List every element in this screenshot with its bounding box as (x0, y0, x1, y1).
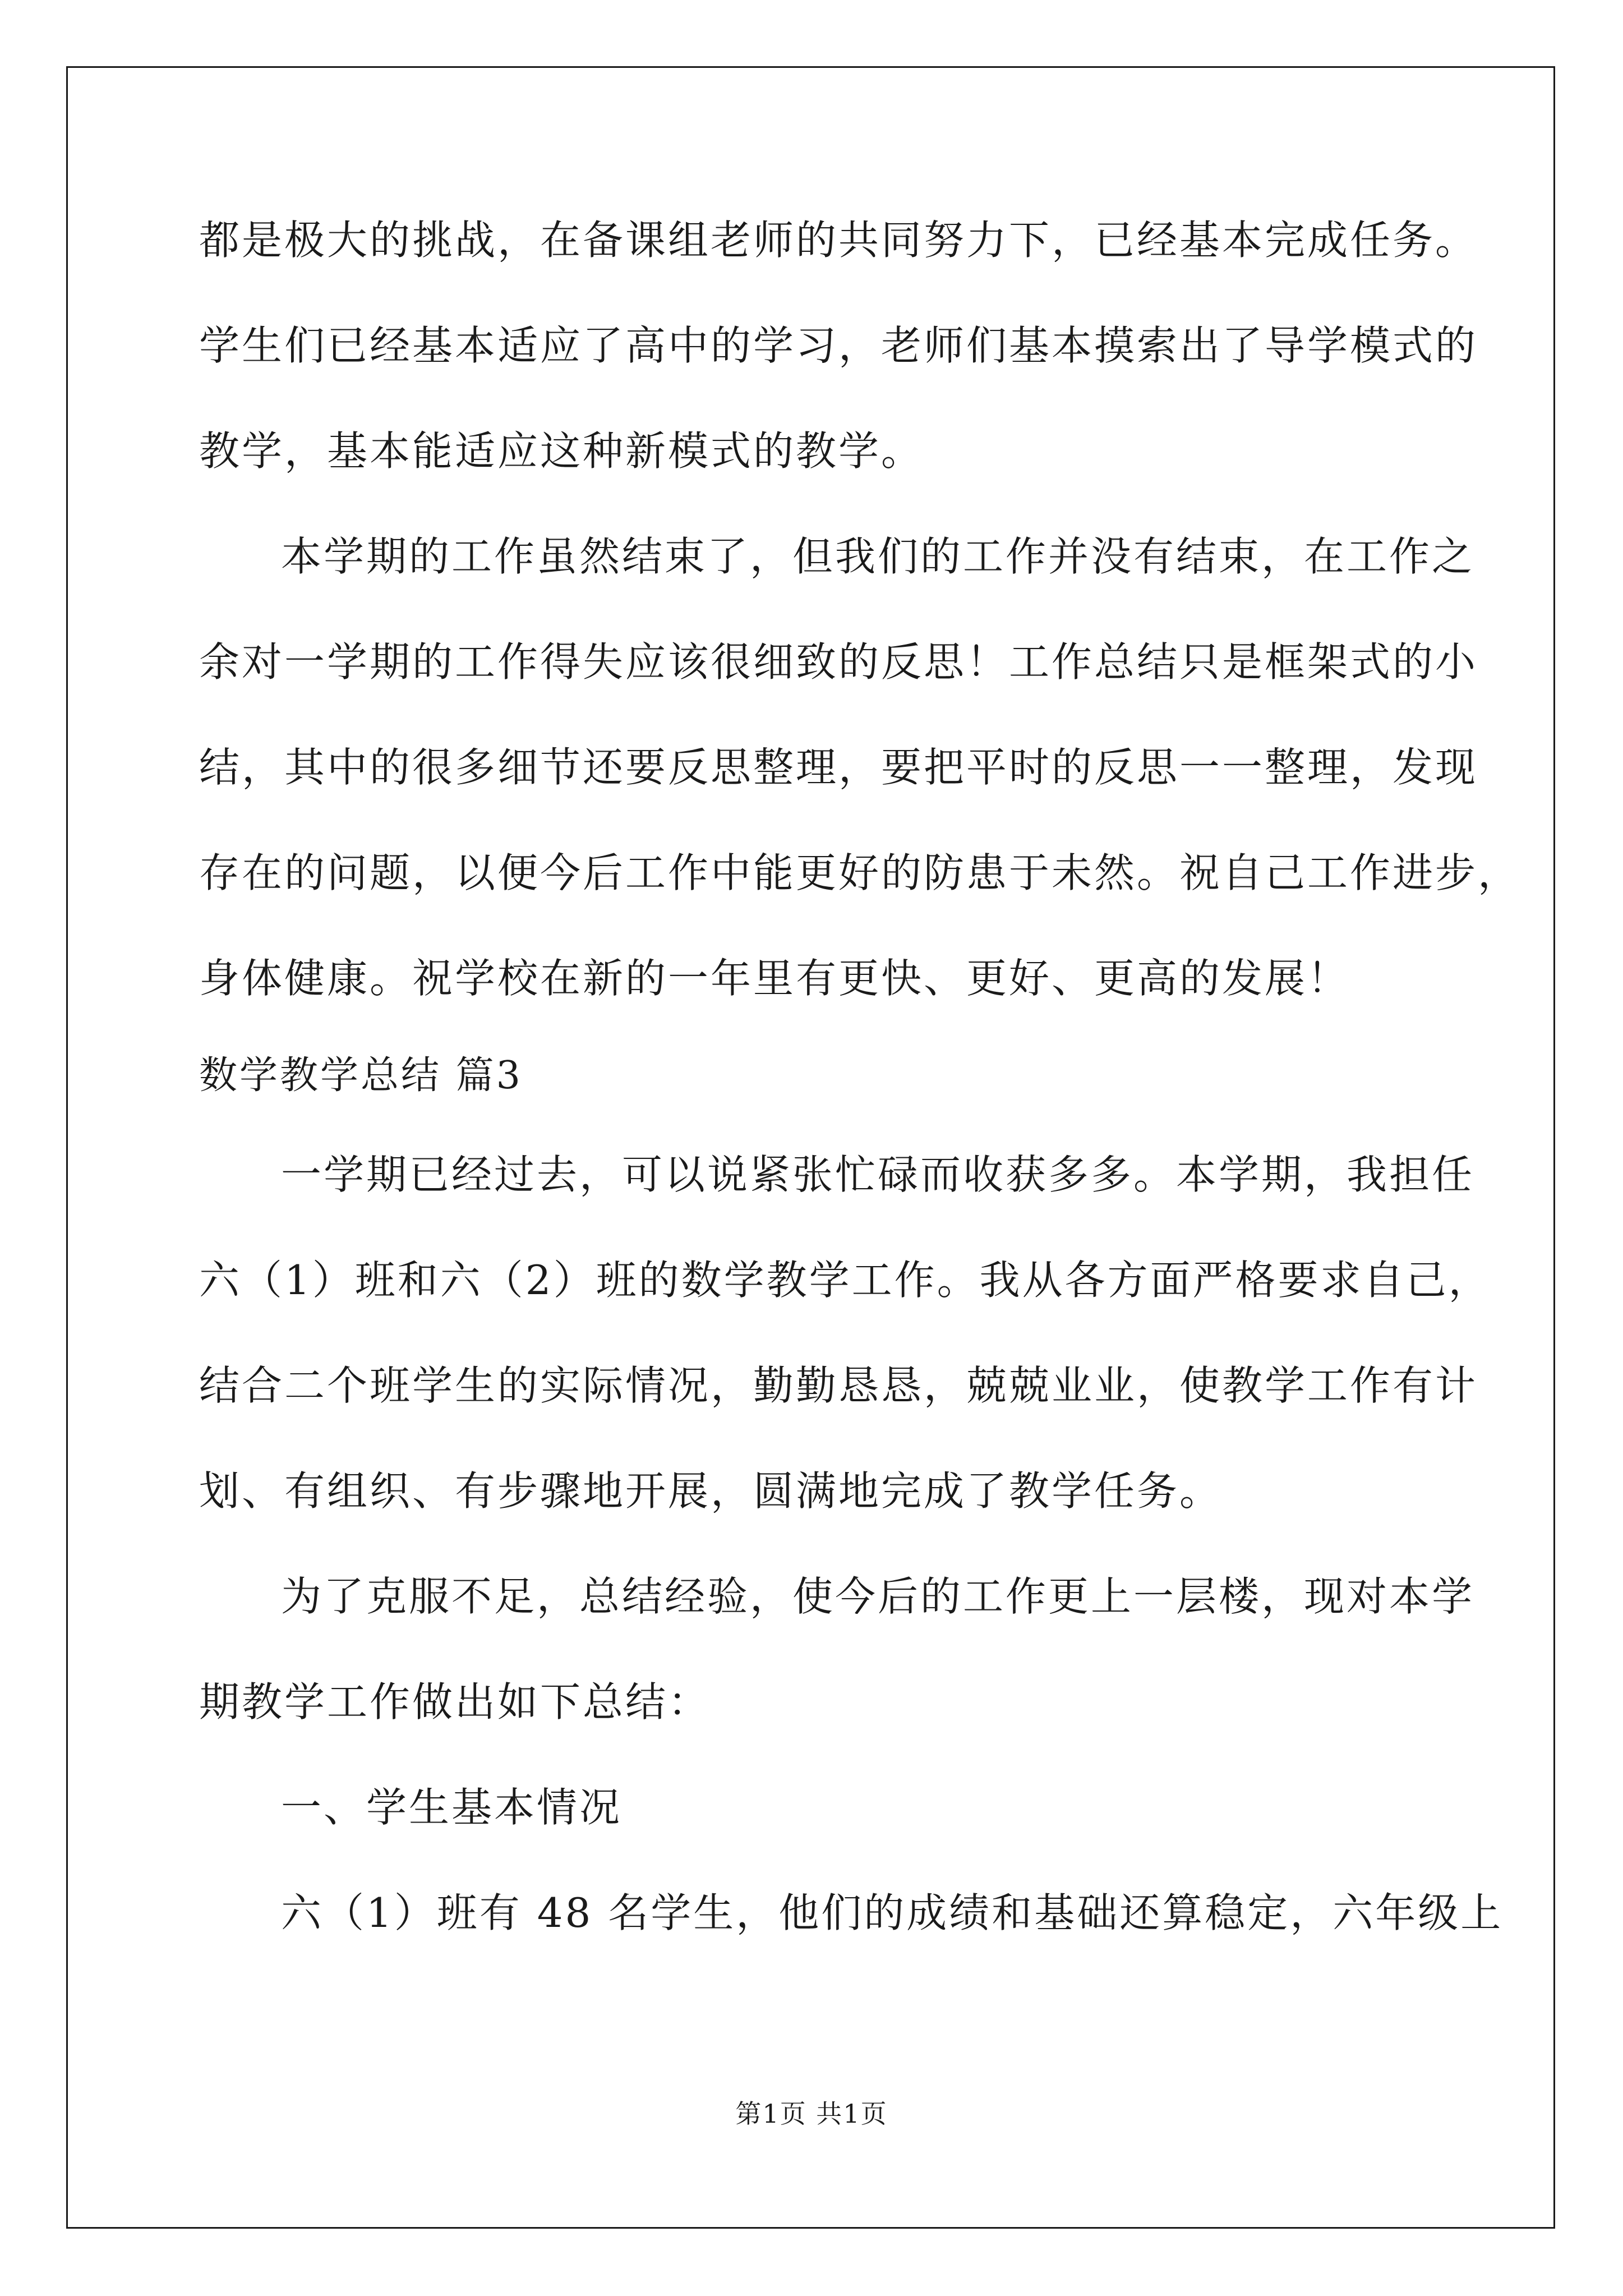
paragraph-line: 六（1）班和六（2）班的数学教学工作。我从各方面严格要求自己， (199, 1257, 1491, 1304)
paragraph-line: 结，其中的很多细节还要反思整理，要把平时的反思一一整理，发现 (199, 744, 1478, 791)
section-heading: 数学教学总结 篇3 (199, 1053, 523, 1098)
paragraph-line: 身体健康。祝学校在新的一年里有更快、更好、更高的发展！ (199, 955, 1350, 1002)
paragraph-line: 教学，基本能适应这种新模式的教学。 (199, 427, 924, 475)
paragraph-line: 期教学工作做出如下总结： (199, 1678, 711, 1726)
paragraph-line: 本学期的工作虽然结束了，但我们的工作并没有结束，在工作之 (281, 533, 1475, 580)
paragraph-line: 划、有组织、有步骤地开展，圆满地完成了教学任务。 (199, 1467, 1223, 1515)
paragraph-line: 为了克服不足，总结经验，使今后的工作更上一层楼，现对本学 (281, 1573, 1475, 1620)
paragraph-line: 都是极大的挑战，在备课组老师的共同努力下，已经基本完成任务。 (199, 217, 1478, 264)
paragraph-line: 结合二个班学生的实际情况，勤勤恳恳，兢兢业业，使教学工作有计 (199, 1362, 1478, 1409)
paragraph-line: 六（1）班有 48 名学生，他们的成绩和基础还算稳定，六年级上 (281, 1889, 1504, 1936)
paragraph-line: 学生们已经基本适应了高中的学习，老师们基本摸索出了导学模式的 (199, 322, 1478, 369)
paragraph-line: 存在的问题，以便今后工作中能更好的防患于未然。祝自己工作进步， (199, 849, 1521, 896)
paragraph-line: 一学期已经过去，可以说紧张忙碌而收获多多。本学期，我担任 (281, 1151, 1475, 1198)
paragraph-line: 余对一学期的工作得失应该很细致的反思！工作总结只是框架式的小 (199, 638, 1478, 685)
page-footer: 第1页 共1页 (735, 2099, 888, 2129)
subsection-heading: 一、学生基本情况 (281, 1784, 623, 1831)
